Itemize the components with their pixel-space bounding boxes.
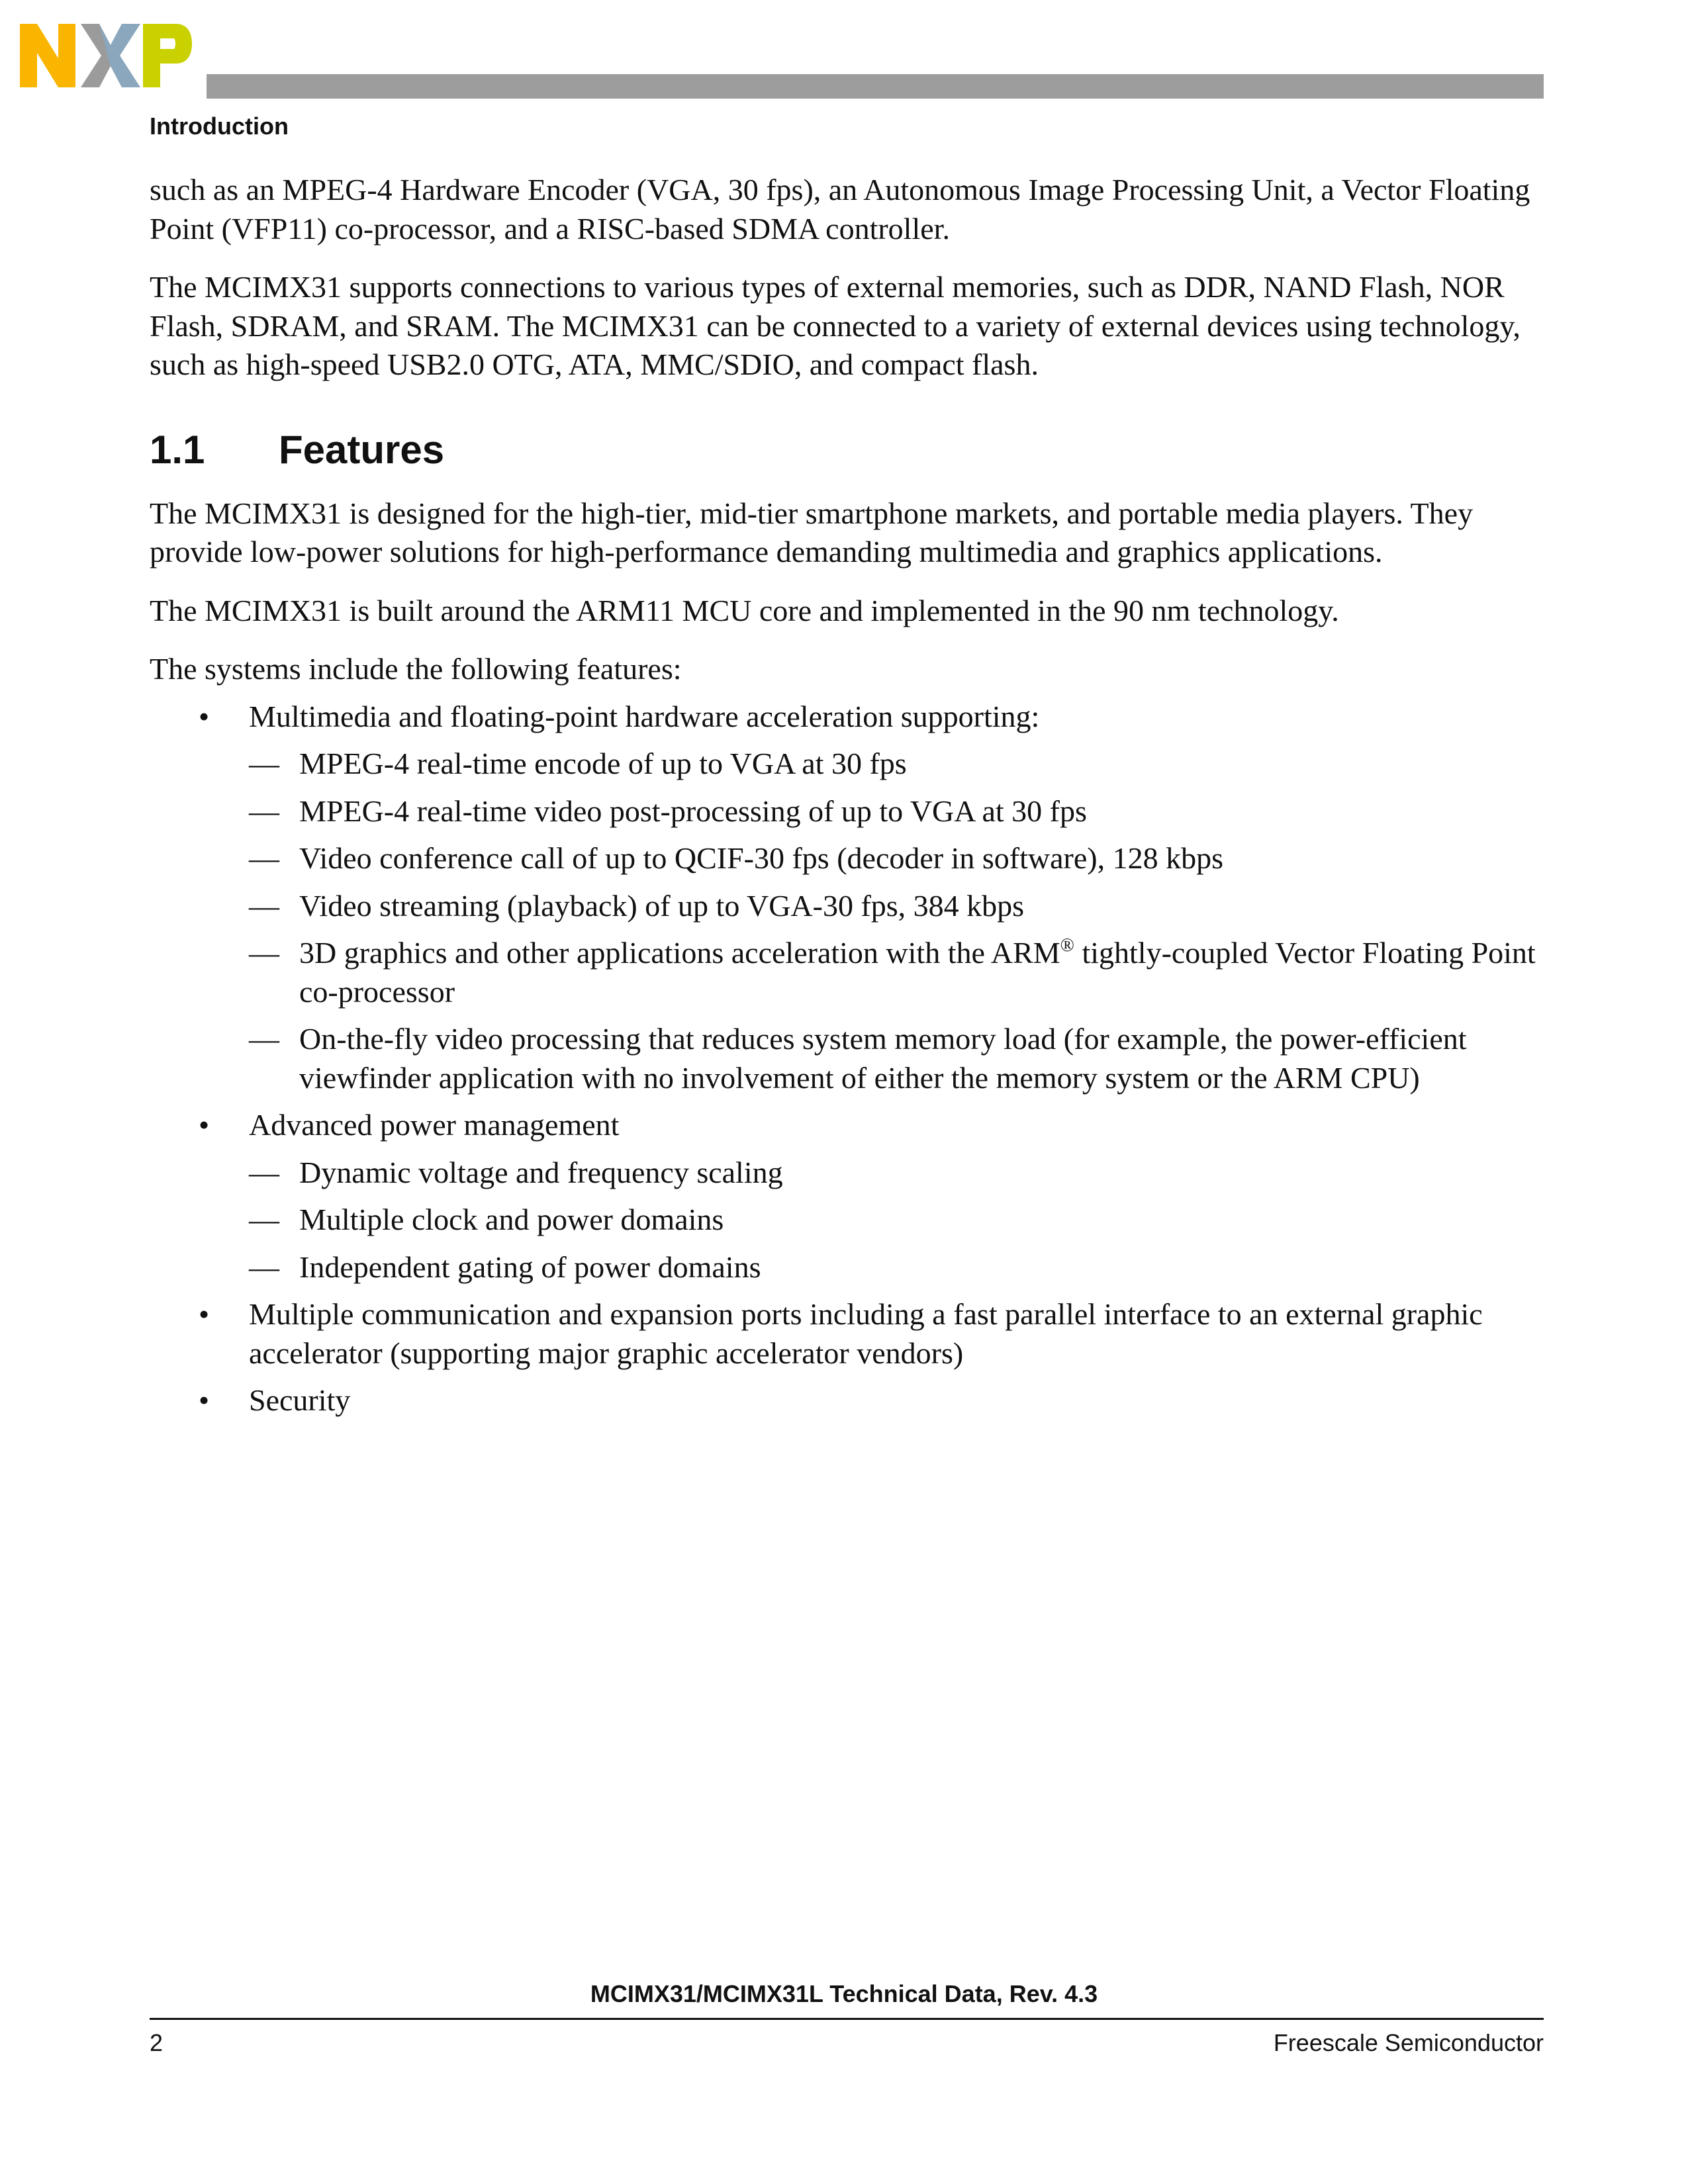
sub-list-item-text: On-the-fly video processing that reduces system memory load (for example, the power-efficient viewfinder application with no involvement of either the memory system or the ARM CPU) xyxy=(299,1022,1467,1095)
sub-list-item-text: Video conference call of up to QCIF-30 fps (decoder in software), 128 kbps xyxy=(299,841,1223,875)
features-paragraph-3: The systems include the following features: xyxy=(150,652,682,686)
sub-list-item-text: Multiple clock and power domains xyxy=(299,1203,724,1236)
intro-paragraph-2: The MCIMX31 supports connections to various types of external memories, such as DDR, NAND Flash, NOR Flash, SDRAM, and SRAM. The MCIMX31 can be connected to a variety of external devices using technology, such as high-speed USB2.0 OTG, ATA, MMC/SDIO, and compact flash. xyxy=(150,270,1521,381)
sub-list-item xyxy=(150,1020,1546,1097)
sub-list-item-text xyxy=(299,936,1536,1009)
sub-list-item xyxy=(150,1154,1546,1193)
sub-list-item-text: Independent gating of power domains xyxy=(299,1250,761,1284)
sub-list-item xyxy=(150,792,1546,831)
sub-list-item xyxy=(150,1248,1546,1287)
sub-list-item-text: MPEG-4 real-time video post-processing of up to VGA at 30 fps xyxy=(299,794,1087,828)
features-paragraph-2: The MCIMX31 is built around the ARM11 MCU core and implemented in the 90 nm technology. xyxy=(150,593,1339,627)
footer-document-title: MCIMX31/MCIMX31L Technical Data, Rev. 4.3 xyxy=(590,1980,1098,2007)
dash-mark: — xyxy=(249,936,279,970)
dash-mark: — xyxy=(249,747,279,780)
bullet-mark: • xyxy=(199,1108,210,1142)
list-item xyxy=(150,698,1546,737)
sub-list-item-text: Dynamic voltage and frequency scaling xyxy=(299,1155,783,1189)
sub-list-item xyxy=(150,934,1546,1011)
text-run: tightly-coupled Vector Floating Point co-processor xyxy=(299,936,1536,1009)
bullet-mark: • xyxy=(199,699,210,733)
section-title: Features xyxy=(279,427,445,472)
registered-mark: ® xyxy=(1060,934,1074,956)
header-rule-bar xyxy=(207,74,1544,99)
nxp-logo xyxy=(20,24,192,87)
intro-paragraph-1: such as an MPEG-4 Hardware Encoder (VGA, 30 fps), an Autonomous Image Processing Unit, a Vector Floating Point (VFP11) co-processor, and a RISC-based SDMA controller. xyxy=(150,173,1530,246)
page-content xyxy=(150,171,1546,1429)
dash-mark: — xyxy=(249,794,279,828)
dash-mark: — xyxy=(249,888,279,923)
dash-mark: — xyxy=(249,841,279,875)
list-item xyxy=(150,1106,1546,1145)
text-run: 3D graphics and other applications acceleration with the ARM xyxy=(299,936,1060,970)
feature-list xyxy=(150,698,1546,1420)
running-header-section: Introduction xyxy=(150,113,289,140)
list-item-text: Multimedia and floating-point hardware acceleration supporting: xyxy=(249,699,1040,733)
bullet-mark: • xyxy=(199,1297,210,1331)
dash-mark: — xyxy=(249,1250,279,1284)
list-item-text: Advanced power management xyxy=(249,1108,620,1142)
list-item-text: Security xyxy=(249,1383,351,1417)
section-heading xyxy=(150,426,1546,475)
list-item-text: Multiple communication and expansion ports including a fast parallel interface to an external graphic accelerator (supporting major graphic accelerator vendors) xyxy=(249,1297,1483,1370)
page-number: 2 xyxy=(150,2029,164,2056)
sub-list-item-text: Video streaming (playback) of up to VGA-30 fps, 384 kbps xyxy=(299,888,1025,923)
section-number: 1.1 xyxy=(150,427,205,472)
dash-mark: — xyxy=(249,1203,279,1236)
list-item xyxy=(150,1381,1546,1420)
list-item xyxy=(150,1295,1546,1373)
footer-rule xyxy=(150,2018,1544,2020)
footer-company: Freescale Semiconductor xyxy=(1273,2029,1544,2056)
bullet-mark: • xyxy=(199,1383,210,1417)
sub-list-item xyxy=(150,1201,1546,1240)
sub-list-item xyxy=(150,839,1546,878)
dash-mark: — xyxy=(249,1155,279,1189)
dash-mark: — xyxy=(249,1022,279,1056)
features-paragraph-1: The MCIMX31 is designed for the high-tier, mid-tier smartphone markets, and portable media players. They provide low-power solutions for high-performance demanding multimedia and graphics applications. xyxy=(150,496,1474,569)
sub-list-item xyxy=(150,887,1546,926)
sub-list-item xyxy=(150,745,1546,784)
sub-list-item-text: MPEG-4 real-time encode of up to VGA at 30 fps xyxy=(299,747,907,780)
